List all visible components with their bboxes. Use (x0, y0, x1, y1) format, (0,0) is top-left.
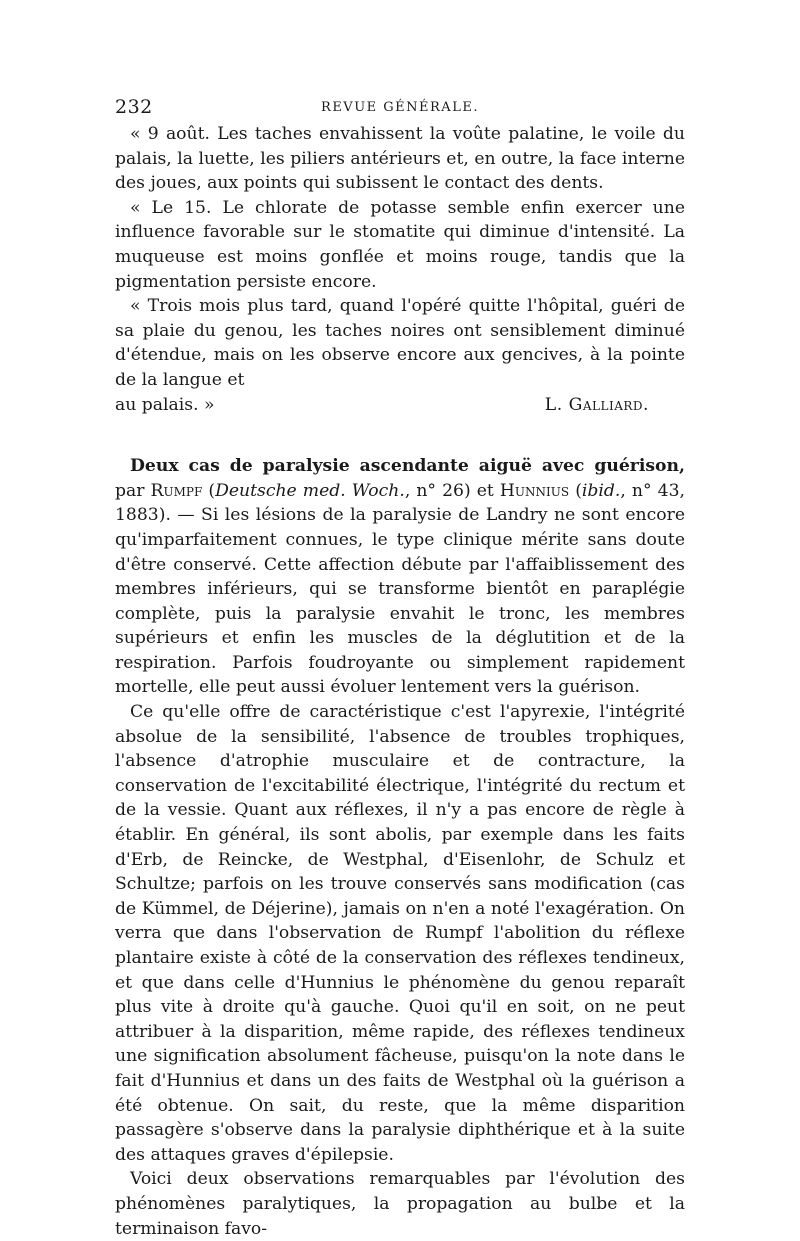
closing-text: au palais. » (115, 394, 215, 415)
page (115, 96, 685, 1241)
journal-name: ibid. (581, 480, 621, 501)
punctuation: ( (202, 480, 216, 501)
journal-name: Deutsche med. Woch. (215, 480, 405, 501)
running-head: REVUE GÉNÉRALE. (321, 100, 479, 115)
author-name: Hunnius (499, 480, 570, 501)
body-text (115, 122, 685, 1241)
paragraph: « Le 15. Le chlorate de potasse semble enfin exercer une influence favorable sur le stomatite qui diminue d'intensité. La muqueuse est moins gonflée et moins rouge, tandis que la pigmentation persiste encore. (115, 197, 685, 292)
byline-text: par (115, 480, 151, 501)
author-name: Rumpf (150, 480, 203, 501)
paragraph: « Trois mois plus tard, quand l'opéré quitte l'hôpital, guéri de sa plaie du genou, les taches noires ont sensiblement diminué d'étendue, mais on les observe encore aux gencives, à la pointe de la langue et (115, 296, 685, 390)
paragraph: « 9 août. Les taches envahissent la voûte palatine, le voile du palais, la luette, les piliers antérieurs et, en outre, la face interne des joues, aux points qui subissent le contact des dents. (115, 124, 685, 194)
article-paragraph (115, 454, 685, 700)
reference-text: , n° 26) et (404, 480, 500, 501)
page-number: 232 (115, 96, 153, 118)
page-header (115, 96, 685, 122)
paragraph-closing-line (115, 393, 685, 418)
paragraph: Ce qu'elle offre de caractéristique c'est l'apyrexie, l'intégrité absolue de la sensibilité, l'absence de troubles trophiques, l'absence d'atrophie musculaire et de contracture, la conservation de l'excitabilité électrique, l'intégrité du rectum et de la vessie. Quant aux réflexes, il n'y a pas encore de règle à établir. En général, ils sont abolis, par exemple dans les faits d'Erb, de Reincke, de Westphal, d'Eisenlohr, de Schulz et Schultze; parfois on les trouve conservés sans modification (cas de Kümmel, de Déjerine), jamais on n'en a noté l'exagération. On verra que dans l'observation de Rumpf l'abolition du réflexe plantaire existe à côté de la conservation des réflexes tendineux, et que dans celle d'Hunnius le phénomène du genou reparaît plus vite à droite qu'à gauche. Quoi qu'il en soit, on ne peut attribuer à la disparition, même rapide, des réflexes tendineux une signification absolument fâcheuse, puisqu'on la note dans le fait d'Hunnius et dans un des faits de Westphal où la guérison a été obtenue. On sait, du reste, que la même disparition passagère s'observe dans la paralysie diphthérique et à la suite des attaques graves d'épilepsie. (115, 702, 685, 1165)
article-title: Deux cas de paralysie ascendante aiguë avec guérison, (130, 456, 685, 477)
paragraph: Voici deux observations remarquables par l'évolution des phénomènes paralytiques, la propagation au bulbe et la terminaison favo- (115, 1169, 685, 1239)
punctuation: ( (569, 480, 582, 501)
article-text: , n° 43, 1883). — Si les lésions de la paralysie de Landry ne sont encore qu'imparfaitement connues, le type clinique mérite sans doute d'être conservé. Cette affection débute par l'affaiblissement des membres inférieurs, qui se transforme bientôt en paraplégie complète, puis la paralysie envahit le tronc, les membres supérieurs et enfin les muscles de la déglutition et de la respiration. Parfois foudroyante ou simplement rapidement mortelle, elle peut aussi évoluer lentement vers la guérison. (115, 480, 685, 698)
signature: L. Galliard. (544, 394, 649, 415)
